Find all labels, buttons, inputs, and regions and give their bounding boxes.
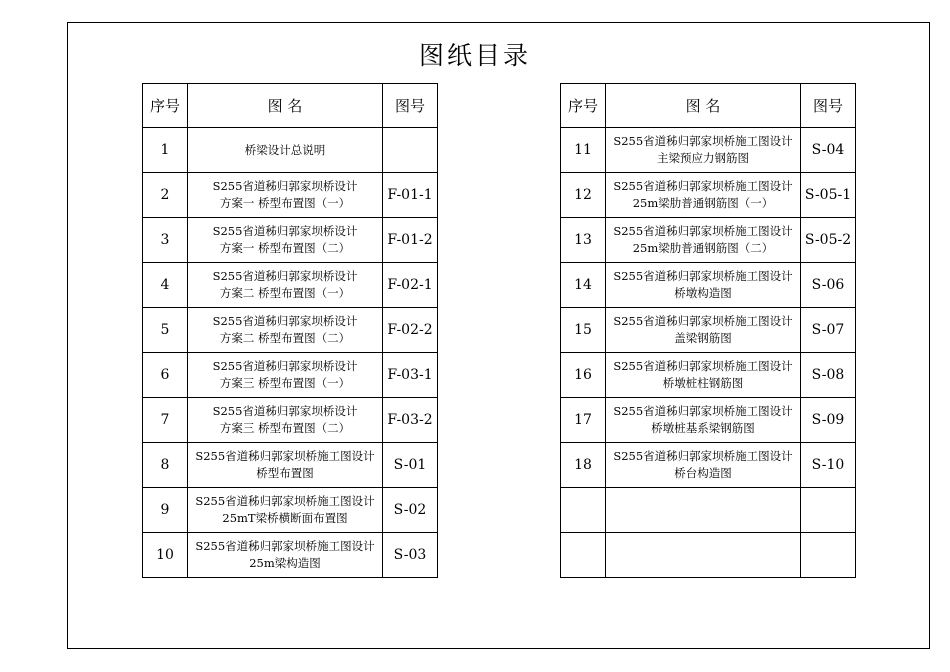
drawing-code: S-09 xyxy=(801,398,856,443)
row-number xyxy=(561,533,606,578)
drawing-name xyxy=(188,443,383,488)
drawing-name xyxy=(188,308,383,353)
table-row xyxy=(561,128,856,173)
table-row xyxy=(561,308,856,353)
row-number: 11 xyxy=(561,128,606,173)
drawing-name-line2: 25m梁肋普通钢筋图（一） xyxy=(632,196,774,210)
drawing-code: S-05-2 xyxy=(801,218,856,263)
drawing-name-line2: 方案二 桥型布置图（二） xyxy=(219,331,351,345)
drawing-name-line1: S255省道秭归郭家坝桥施工图设计 xyxy=(613,314,793,328)
drawing-name-line1: S255省道秭归郭家坝桥施工图设计 xyxy=(613,359,793,373)
drawing-code: S-02 xyxy=(383,488,438,533)
drawing-name xyxy=(606,398,801,443)
drawing-name-line2: 方案三 桥型布置图（二） xyxy=(219,421,351,435)
row-number: 16 xyxy=(561,353,606,398)
drawing-name-line1: S255省道秭归郭家坝桥施工图设计 xyxy=(195,494,375,508)
drawing-name-line1: S255省道秭归郭家坝桥设计 xyxy=(212,269,358,283)
drawing-code: F-01-1 xyxy=(383,173,438,218)
header-no: 序号 xyxy=(561,84,606,128)
drawing-name-line1: S255省道秭归郭家坝桥设计 xyxy=(212,179,358,193)
drawing-name xyxy=(188,263,383,308)
row-number: 6 xyxy=(143,353,188,398)
header-code: 图号 xyxy=(801,84,856,128)
drawing-name xyxy=(606,533,801,578)
table-row xyxy=(143,263,438,308)
drawing-name-line1: S255省道秭归郭家坝桥设计 xyxy=(212,224,358,238)
header-name: 图 名 xyxy=(188,84,383,128)
row-number: 17 xyxy=(561,398,606,443)
drawing-name-line2: 方案一 桥型布置图（二） xyxy=(219,241,351,255)
drawing-name-line2: 25m梁构造图 xyxy=(249,556,321,570)
row-number: 10 xyxy=(143,533,188,578)
drawing-name-line1: S255省道秭归郭家坝桥施工图设计 xyxy=(613,179,793,193)
table-row xyxy=(561,353,856,398)
row-number: 18 xyxy=(561,443,606,488)
table-row xyxy=(143,398,438,443)
row-number: 2 xyxy=(143,173,188,218)
drawing-name-line2: 桥墩桩基系梁钢筋图 xyxy=(651,421,755,435)
drawing-name-line1: S255省道秭归郭家坝桥设计 xyxy=(212,314,358,328)
drawing-name xyxy=(606,218,801,263)
drawing-name-line2: 盖梁钢筋图 xyxy=(674,331,732,345)
drawing-name xyxy=(188,173,383,218)
header-no: 序号 xyxy=(143,84,188,128)
drawing-code: S-08 xyxy=(801,353,856,398)
drawing-name xyxy=(606,263,801,308)
drawing-name-line2: 桥墩构造图 xyxy=(674,286,732,300)
drawing-name-line1: S255省道秭归郭家坝桥施工图设计 xyxy=(613,224,793,238)
drawing-name-line2: 方案三 桥型布置图（一） xyxy=(219,376,351,390)
table-row xyxy=(143,308,438,353)
drawing-name xyxy=(606,308,801,353)
drawing-code: S-01 xyxy=(383,443,438,488)
index-table-left xyxy=(142,83,438,578)
table-row xyxy=(561,533,856,578)
row-number: 13 xyxy=(561,218,606,263)
header-row xyxy=(561,84,856,128)
table-row xyxy=(561,443,856,488)
drawing-name-line1: S255省道秭归郭家坝桥施工图设计 xyxy=(613,404,793,418)
drawing-code xyxy=(801,533,856,578)
drawing-code xyxy=(383,128,438,173)
drawing-code: F-02-1 xyxy=(383,263,438,308)
row-number: 8 xyxy=(143,443,188,488)
drawing-name-line2: 方案一 桥型布置图（一） xyxy=(219,196,351,210)
drawing-name-line1: 桥梁设计总说明 xyxy=(244,142,326,157)
drawing-code: F-02-2 xyxy=(383,308,438,353)
drawing-code: S-05-1 xyxy=(801,173,856,218)
row-number: 9 xyxy=(143,488,188,533)
row-number: 5 xyxy=(143,308,188,353)
drawing-code: F-03-1 xyxy=(383,353,438,398)
drawing-name-line2: 25mT梁桥横断面布置图 xyxy=(222,511,348,525)
table-row xyxy=(561,218,856,263)
table-row xyxy=(561,263,856,308)
drawing-code: S-06 xyxy=(801,263,856,308)
drawing-name-line1: S255省道秭归郭家坝桥施工图设计 xyxy=(613,134,793,148)
row-number: 12 xyxy=(561,173,606,218)
drawing-code: S-04 xyxy=(801,128,856,173)
table-row xyxy=(143,128,438,173)
table-row xyxy=(143,218,438,263)
table-row xyxy=(561,488,856,533)
drawing-name-line1: S255省道秭归郭家坝桥施工图设计 xyxy=(613,269,793,283)
drawing-name xyxy=(188,533,383,578)
drawing-name-line2: 25m梁肋普通钢筋图（二） xyxy=(632,241,774,255)
drawing-code: F-01-2 xyxy=(383,218,438,263)
index-table-right xyxy=(560,83,856,578)
drawing-name xyxy=(606,443,801,488)
table-row xyxy=(143,488,438,533)
drawing-name xyxy=(188,398,383,443)
drawing-code xyxy=(801,488,856,533)
drawing-name xyxy=(606,353,801,398)
drawing-name-line1: S255省道秭归郭家坝桥施工图设计 xyxy=(613,449,793,463)
drawing-name-line1: S255省道秭归郭家坝桥施工图设计 xyxy=(195,539,375,553)
table-row xyxy=(143,533,438,578)
table-row xyxy=(561,173,856,218)
drawing-name-line1: S255省道秭归郭家坝桥设计 xyxy=(212,404,358,418)
row-number: 3 xyxy=(143,218,188,263)
drawing-name xyxy=(188,128,383,173)
drawing-name xyxy=(188,488,383,533)
drawing-code: F-03-2 xyxy=(383,398,438,443)
table-row xyxy=(561,398,856,443)
drawing-name-line1: S255省道秭归郭家坝桥施工图设计 xyxy=(195,449,375,463)
page-title: 图纸目录 xyxy=(418,41,531,70)
drawing-name xyxy=(606,173,801,218)
drawing-code: S-03 xyxy=(383,533,438,578)
table-row xyxy=(143,173,438,218)
row-number: 7 xyxy=(143,398,188,443)
drawing-name-line2: 桥型布置图 xyxy=(256,466,314,480)
row-number: 15 xyxy=(561,308,606,353)
drawing-code: S-10 xyxy=(801,443,856,488)
drawing-name xyxy=(606,128,801,173)
header-row xyxy=(143,84,438,128)
drawing-name xyxy=(606,488,801,533)
table-row xyxy=(143,443,438,488)
row-number: 14 xyxy=(561,263,606,308)
drawing-name-line2: 主梁预应力钢筋图 xyxy=(657,151,749,165)
drawing-name-line2: 桥墩桩柱钢筋图 xyxy=(662,376,744,390)
row-number xyxy=(561,488,606,533)
header-code: 图号 xyxy=(383,84,438,128)
drawing-code: S-07 xyxy=(801,308,856,353)
drawing-name-line2: 方案二 桥型布置图（一） xyxy=(219,286,351,300)
drawing-name-line1: S255省道秭归郭家坝桥设计 xyxy=(212,359,358,373)
row-number: 1 xyxy=(143,128,188,173)
table-row xyxy=(143,353,438,398)
drawing-name-line2: 桥台构造图 xyxy=(674,466,732,480)
drawing-name xyxy=(188,353,383,398)
drawing-name xyxy=(188,218,383,263)
header-name: 图 名 xyxy=(606,84,801,128)
row-number: 4 xyxy=(143,263,188,308)
